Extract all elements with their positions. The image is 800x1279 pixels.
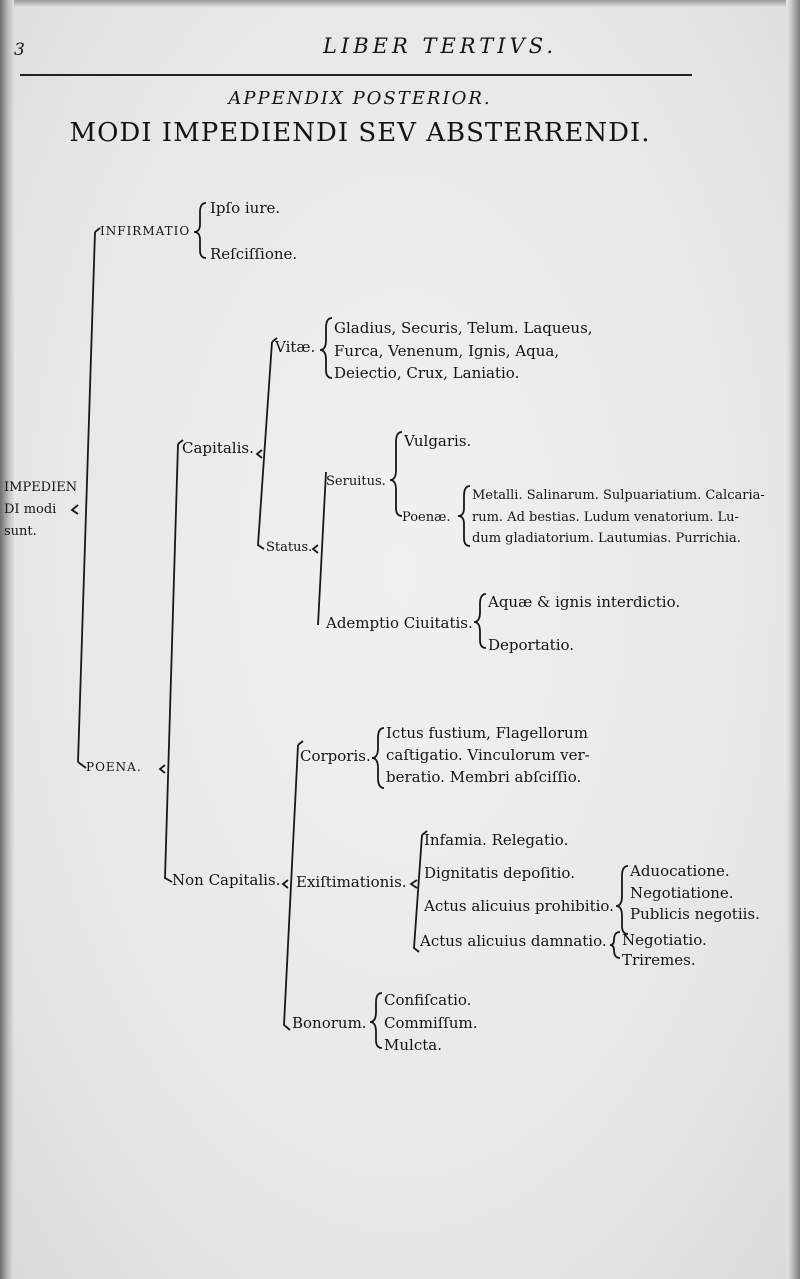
- poenae-label: Poenæ.: [402, 510, 451, 525]
- root-line-2: DI modi: [4, 502, 57, 517]
- poena-label: POENA.: [86, 760, 142, 774]
- triremes: Triremes.: [622, 951, 696, 969]
- aquae-interdictio: Aquæ & ignis interdictio.: [488, 593, 681, 611]
- corporis-label: Corporis.: [300, 747, 371, 765]
- running-head: LIBER TERTIVS.: [322, 34, 558, 58]
- rescissione: Reſciſſione.: [210, 245, 298, 263]
- dignitatis-depositio: Dignitatis depoſitio.: [424, 864, 575, 882]
- commissum: Commiſſum.: [384, 1014, 478, 1032]
- status-label: Status.: [266, 540, 313, 555]
- existimationis-label: Exiſtimationis.: [296, 873, 407, 891]
- vitae-line-1: Gladius, Securis, Telum. Laqueus,: [334, 319, 593, 337]
- mulcta: Mulcta.: [384, 1036, 442, 1054]
- non-capitalis-label: Non Capitalis.: [172, 871, 281, 889]
- corporis-line-1: Ictus fustium, Flagellorum: [386, 724, 588, 742]
- negotiatio: Negotiatio.: [622, 931, 707, 949]
- corporis-line-2: caſtigatio. Vinculorum ver-: [386, 746, 590, 764]
- poenae-line-3: dum gladiatorium. Lautumias. Purrichia.: [472, 531, 741, 546]
- actus-damnatio: Actus alicuius damnatio.: [420, 932, 607, 950]
- actus-prohibitio: Actus alicuius prohibitio.: [424, 897, 614, 915]
- vitae-line-2: Furca, Venenum, Ignis, Aqua,: [334, 342, 560, 360]
- seruitus-label: Seruitus.: [326, 474, 386, 489]
- vitae-line-3: Deiectio, Crux, Laniatio.: [334, 364, 520, 382]
- infirmatio-label: INFIRMATIO: [100, 224, 191, 238]
- confiscatio: Confiſcatio.: [384, 991, 472, 1009]
- vitae-label: Vitæ.: [275, 338, 316, 356]
- corporis-line-3: beratio. Membri abſciſſio.: [386, 768, 582, 786]
- root-line-3: sunt.: [4, 524, 37, 539]
- infamia-relegatio: Infamia. Relegatio.: [424, 831, 569, 849]
- ademptio-label: Ademptio Ciuitatis.: [326, 614, 473, 632]
- vulgaris: Vulgaris.: [404, 432, 472, 450]
- bonorum-label: Bonorum.: [292, 1014, 367, 1032]
- ipso-iure: Ipſo iure.: [210, 199, 281, 217]
- publicis-negotiis: Publicis negotiis.: [630, 905, 760, 923]
- page-number: 3: [14, 40, 25, 60]
- page-title: MODI IMPEDIENDI SEV ABSTERRENDI.: [69, 118, 651, 148]
- appendix-heading: APPENDIX POSTERIOR.: [228, 88, 492, 109]
- deportatio: Deportatio.: [488, 636, 575, 654]
- aduocatione: Aduocatione.: [630, 862, 730, 880]
- capitalis-label: Capitalis.: [182, 439, 254, 457]
- poenae-line-2: rum. Ad bestias. Ludum venatorium. Lu-: [472, 510, 739, 525]
- poenae-line-1: Metalli. Salinarum. Sulpuariatium. Calcaria-: [472, 488, 765, 503]
- root-line-1: IMPEDIEN: [4, 480, 78, 495]
- negotiatione: Negotiatione.: [630, 884, 734, 902]
